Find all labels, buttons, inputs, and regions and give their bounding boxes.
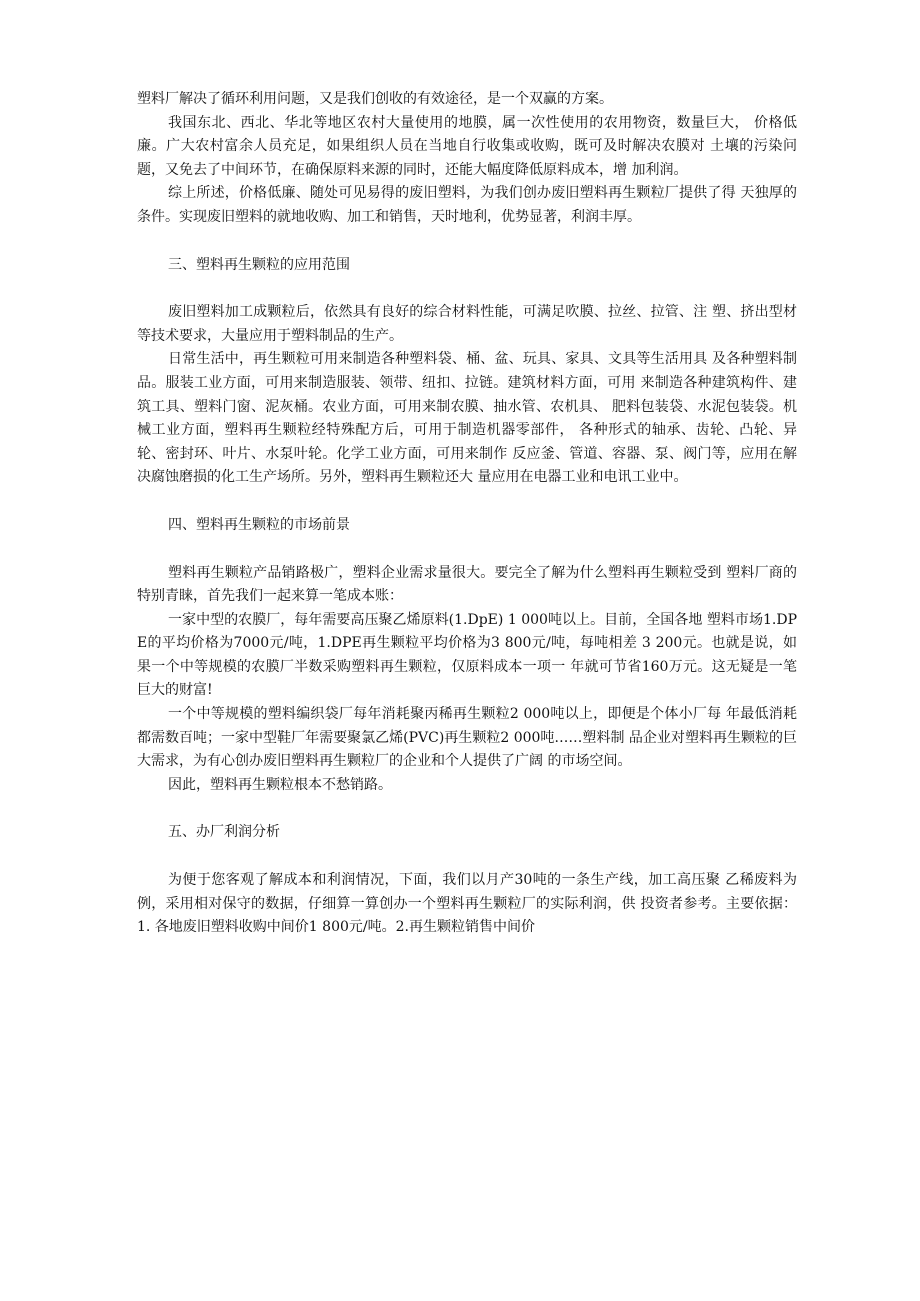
section-heading-application: 三、塑料再生颗粒的应用范围: [168, 256, 350, 273]
paragraph-woven-bag-demand: 一个中等规模的塑料编织袋厂每年消耗聚丙稀再生颗粒2 000吨以上，即便是个体小厂每 年最低消耗都需数百吨；一家中型鞋厂年需要聚氯乙烯(PVC)再生颗粒2 000吨……塑料制 品企业对塑料再生颗粒的巨大需求，为有心创办废旧塑料再生颗粒厂的企业和个人提供了广阔 的市场空间。: [137, 706, 797, 770]
paragraph-profit-basis: 为便于您客观了解成本和利润情况，下面，我们以月产30吨的一条生产线，加工高压聚 乙稀废料为例，采用相对保守的数据，仔细算一算创办一个塑料再生颗粒厂的实际利润，供 投资者参考。主要依据：1. 各地废旧塑料收购中间价1 800元/吨。2.再生颗粒销售中间价: [137, 872, 797, 936]
paragraph-sales-conclusion: 因此，塑料再生颗粒根本不愁销路。: [168, 776, 392, 793]
paragraph-market-demand: 塑料再生颗粒产品销路极广，塑料企业需求量很大。要完全了解为什么塑料再生颗粒受到 塑料厂商的特别青睐，首先我们一起来算一笔成本账：: [137, 564, 797, 605]
paragraph-film-factory-cost: 一家中型的农膜厂，每年需要高压聚乙烯原料(1.DpE) 1 000吨以上。目前，全国各地 塑料市场1.DPE的平均价格为7000元/吨，1.DPE再生颗粒平均价格为3 800元/吨，每吨相差 3 200元。也就是说，如果一个中等规模的农膜厂半数采购塑料再生颗粒，仅原料成本一项一 年就可节省160万元。这无疑是一笔巨大的财富!: [137, 611, 797, 699]
document-page: [137, 88, 797, 940]
paragraph-material-performance: 废旧塑料加工成颗粒后，依然具有良好的综合材料性能，可满足吹膜、拉丝、拉管、注 塑、挤出型材等技术要求，大量应用于塑料制品的生产。: [137, 304, 797, 344]
section-heading-market: 四、塑料再生颗粒的市场前景: [168, 516, 350, 533]
paragraph-daily-uses: 日常生活中，再生颗粒可用来制造各种塑料袋、桶、盆、玩具、家具、文具等生活用具 及各种塑料制品。服装工业方面，可用来制造服装、领带、纽扣、拉链。建筑材料方面，可用 来制造各种建筑构件、建筑工具、塑料门窗、泥灰桶。农业方面，可用来制农膜、抽水管、农机具、 肥料包装袋、水泥包装袋。机械工业方面，塑料再生颗粒经特殊配方后，可用于制造机器零部件， 各种形式的轴承、齿轮、凸轮、异轮、密封环、叶片、水泵叶轮。化学工业方面，可用来制作 反应釜、管道、容器、泵、阀门等，应用在解决腐蚀磨损的化工生产场所。另外，塑料再生颗粒还大 量应用在电器工业和电讯工业中。: [137, 351, 797, 486]
paragraph-rural-film-supply: 我国东北、西北、华北等地区农村大量使用的地膜，属一次性使用的农用物资，数量巨大， 价格低廉。广大农村富余人员充足，如果组织人员在当地自行收集或收购，既可及时解决农膜对 土壤的污染问题，又免去了中间环节，在确保原料来源的同时，还能大幅度降低原料成本，增 加利润。: [137, 114, 797, 178]
paragraph-cycle-utilization: 塑料厂解决了循环利用问题，又是我们创收的有效途径，是一个双赢的方案。: [137, 91, 613, 107]
section-heading-profit: 五、办厂利润分析: [168, 824, 280, 841]
paragraph-summary-conditions: 综上所述，价格低廉、随处可见易得的废旧塑料，为我们创办废旧塑料再生颗粒厂提供了得 天独厚的条件。实现废旧塑料的就地收购、加工和销售，天时地利，优势显著，利润丰厚。: [137, 185, 797, 225]
